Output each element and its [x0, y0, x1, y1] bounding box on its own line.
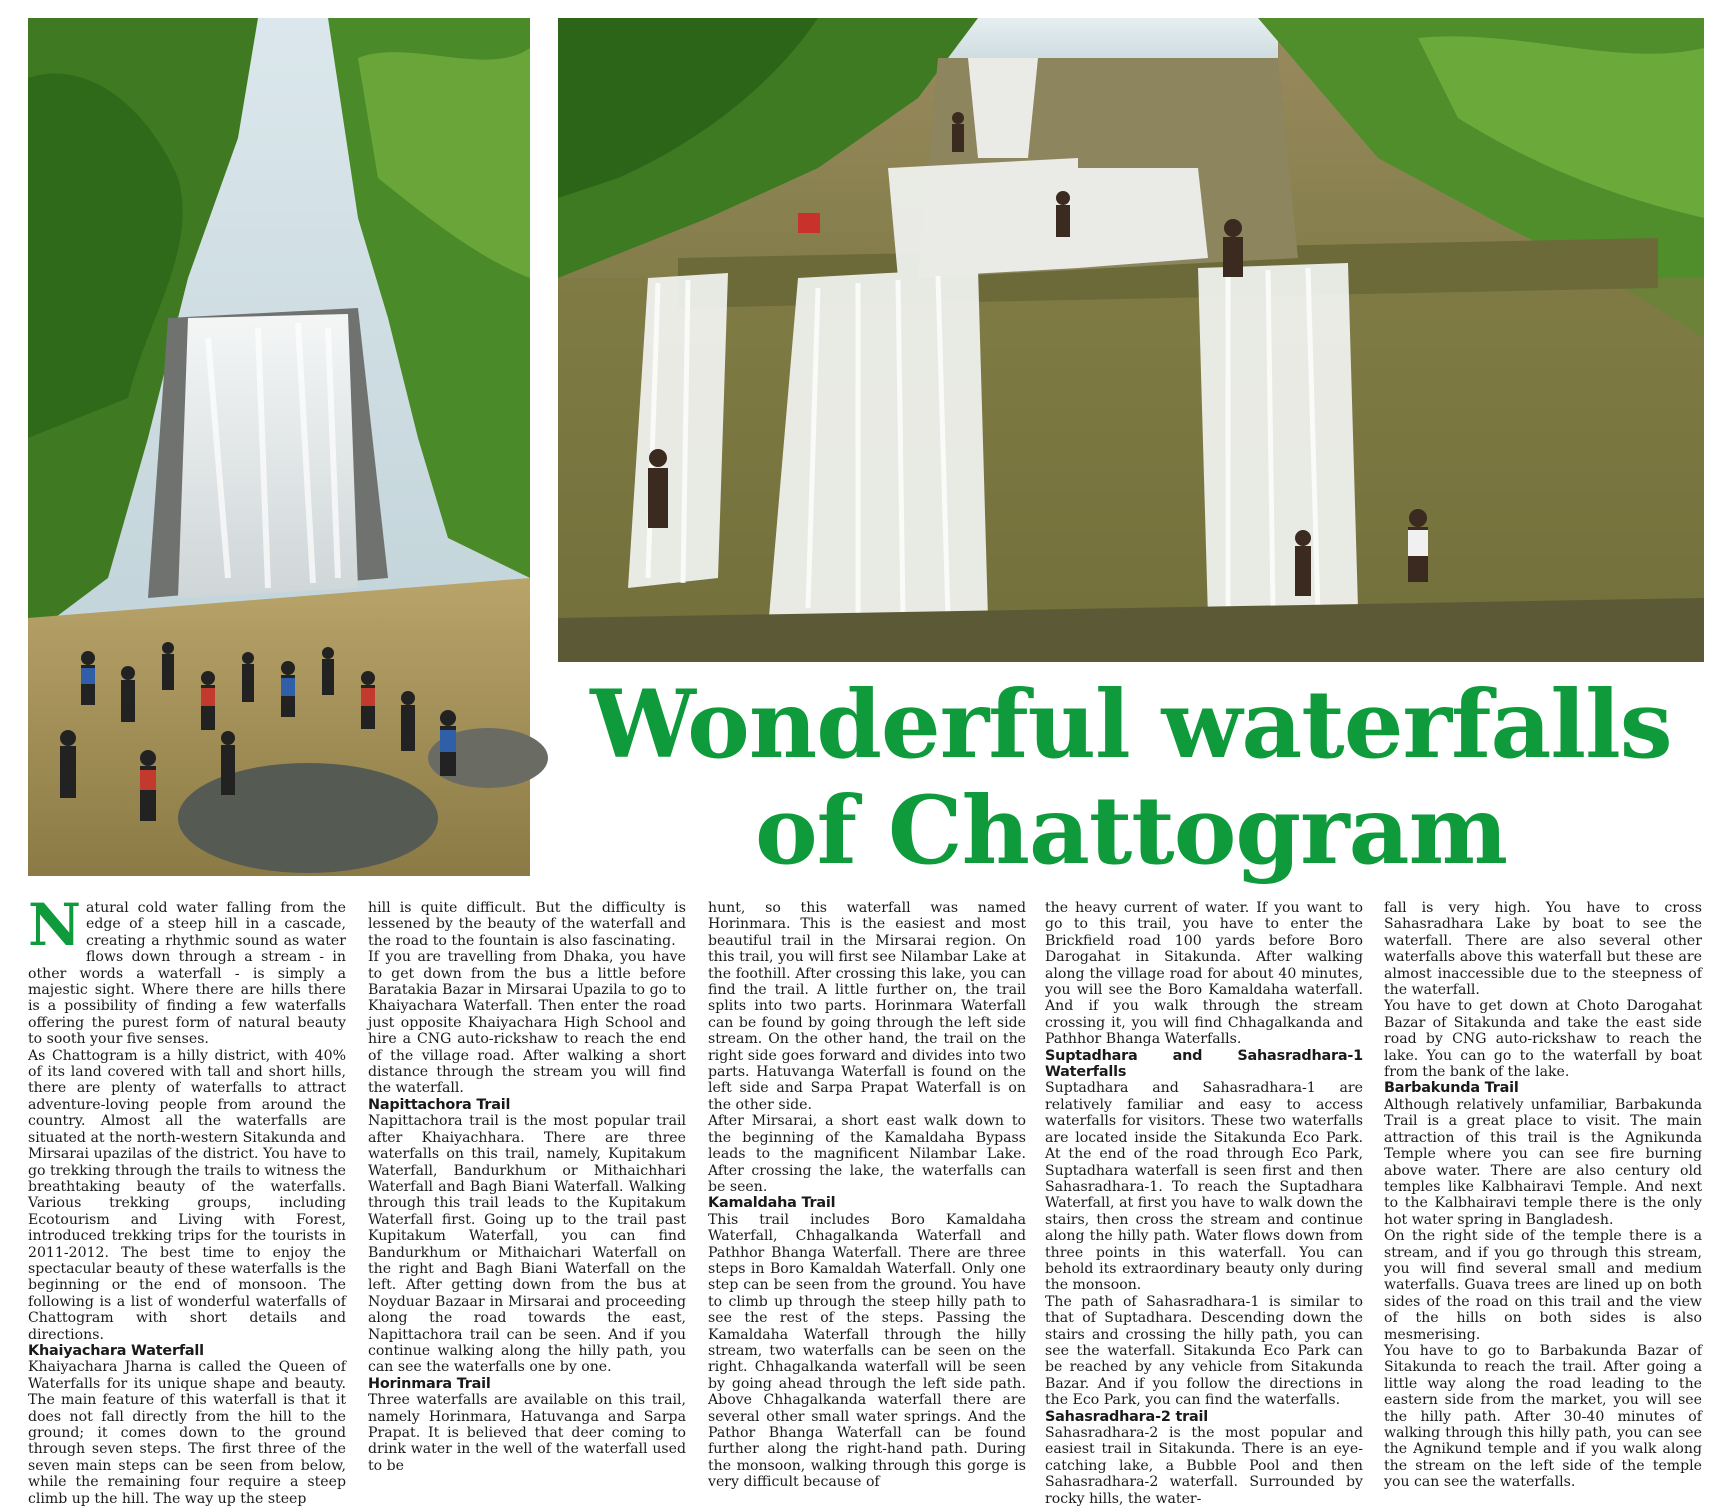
article-column-4 [1045, 900, 1363, 1507]
paragraph: If you are travelling from Dhaka, you have to get down from the bus a little before Baratakia Bazar in Mirsarai Upazila to go to Khaiyachara Waterfall. Then enter the road just opposite Khaiyachara High School and hire a CNG auto-rickshaw to reach the end of the village road. After walking a short distance through the stream you will find the waterfall. [368, 949, 686, 1097]
paragraph: You have to go to Barbakunda Bazar of Sitakunda to reach the trail. After going a little way along the road leading to the eastern side from the market, you will see the hilly path. After 30-40 minutes of walking through this hilly path, you can see the Agnikund temple and if you walk along the stream on the left side of the temple you can see the waterfalls. [1384, 1342, 1702, 1491]
subheading-napittachora: Napittachora Trail [368, 1096, 511, 1113]
headline-line-1: Wonderful waterfalls [590, 670, 1672, 780]
paragraph: fall is very high. You have to cross Sahasradhara Lake by boat to see the waterfall. There are also several other waterfalls above this waterfall but these are almost inaccessible due to the steepness of the waterfall. [1384, 900, 1702, 999]
subheading-kamaldaha: Kamaldaha Trail [708, 1195, 836, 1212]
drop-cap: N [28, 891, 82, 959]
intro-text: atural cold water falling from the edge of a steep hill in a cascade, creating a rhythmic sound as water flows down through a stream - in other words a waterfall - is simply a majestic sight. Where there are hills there is a possibility of finding a few waterfalls offering the purest form of natural beauty to sooth your five senses. [28, 900, 346, 1048]
article-headline [548, 672, 1714, 884]
paragraph: On the right side of the temple there is a stream, and if you go through this stream, you will find several small and medium waterfalls. Guava trees are lined up on both sides of the road on this trail and the view of the hills on both sides is also mesmerising. [1384, 1228, 1702, 1343]
paragraph: This trail includes Boro Kamaldaha Waterfall, Chhagalkanda Waterfall and Pathhor Bhanga Waterfall. There are three steps in Boro Kamaldah Waterfall. Only one step can be seen from the ground. You have to climb up through the steep hilly path to see the rest of the steps. Passing the Kamaldaha Waterfall through the hilly stream, two waterfalls can be seen on the right. Chhagalkanda waterfall will be seen by going ahead through the left side path. Above Chhagalkanda waterfall there are several other small water springs. And the Pathor Bhanga Waterfall can be found further along the right-hand path. During the monsoon, walking through this gorge is very difficult because of [708, 1211, 1026, 1491]
paragraph: the heavy current of water. If you want to go to this trail, you have to enter the Brickfield road 100 yards before Boro Darogahat in Sitakunda. After walking along the village road for about 40 minutes, you will see the Boro Kamaldaha waterfall. And if you walk through the stream crossing it, you will find Chhagalkanda and Pathhor Bhanga Waterfalls. [1045, 900, 1363, 1048]
subheading-horinmara: Horinmara Trail [368, 1375, 491, 1392]
subheading-barbakunda: Barbakunda Trail [1384, 1080, 1519, 1097]
photo-crowd-waterfall-image [28, 18, 530, 876]
paragraph: hunt, so this waterfall was named Horinmara. This is the easiest and most beautiful trail in the Mirsarai region. On this trail, you will first see Nilambar Lake at the foothill. After crossing this lake, you can find the trail. A little further on, the trail splits into two parts. Horinmara Waterfall can be found by going through the left side stream. On the other hand, the trail on the right side goes forward and divides into two parts. Hatuvanga Waterfall is found on the left side and Sarpa Prapat Waterfall is on the other side. [708, 900, 1026, 1113]
paragraph: Sahasradhara-2 is the most popular and easiest trail in Sitakunda. There is an eye-catching lake, a Bubble Pool and then Sahasradhara-2 waterfall. Surrounded by rocky hills, the water- [1045, 1425, 1363, 1507]
photo-tiered-waterfall-image [558, 18, 1704, 662]
paragraph: Khaiyachara Jharna is called the Queen of Waterfalls for its unique shape and beauty. The main feature of this waterfall is that it does not fall directly from the hill to the ground; it comes down to the ground through seven steps. The first three of the seven main steps can be seen from below, while the remaining four require a steep climb up the hill. The way up the steep [28, 1359, 346, 1507]
headline-line-2: of Chattogram [754, 776, 1508, 886]
intro-paragraph [28, 891, 346, 1048]
article-column-1 [28, 891, 346, 1507]
paragraph: Three waterfalls are available on this trail, namely Horinmara, Hatuvanga and Sarpa Prapat. It is believed that deer coming to drink water in the well of the waterfall used to be [368, 1392, 686, 1474]
paragraph: Although relatively unfamiliar, Barbakunda Trail is a great place to visit. The main attraction of this trail is the Agnikunda Temple where you can see fire burning above water. There are also century old temples like Kalbhairavi Temple. And next to the Kalbhairavi temple there is the only hot water spring in Bangladesh. [1384, 1096, 1702, 1228]
paragraph: Suptadhara and Sahasradhara-1 are relatively familiar and easy to access waterfalls for visitors. These two waterfalls are located inside the Sitakunda Eco Park. At the end of the road through Eco Park, Suptadhara waterfall is seen first and then Sahasradhara-1. To reach the Suptadhara Waterfall, at first you have to walk down the stairs, then cross the stream and continue along the hilly path. Water flows down from three points in this waterfall. You can behold its extraordinary beauty only during the monsoon. [1045, 1080, 1363, 1294]
subheading-khaiyachara: Khaiyachara Waterfall [28, 1342, 204, 1359]
paragraph: After Mirsarai, a short east walk down to the beginning of the Kamaldaha Bypass leads to the magnificent Nilambar Lake. After crossing the lake, the waterfalls can be seen. [708, 1113, 1026, 1195]
article-column-3 [708, 900, 1026, 1491]
subheading-suptadhara: Suptadhara and Sahasradhara-1 Waterfalls [1045, 1047, 1363, 1081]
paragraph: You have to get down at Choto Darogahat Bazar of Sitakunda and take the east side road by CNG auto-rickshaw to reach the lake. You can go to the waterfall by boat from the bank of the lake. [1384, 998, 1702, 1081]
subheading-sahasradhara-2: Sahasradhara-2 trail [1045, 1408, 1209, 1425]
paragraph: As Chattogram is a hilly district, with 40% of its land covered with tall and short hills, there are plenty of waterfalls to attract adventure-loving people from around the country. Almost all the waterfalls are situated at the north-western Sitakunda and Mirsarai upazilas of the district. You have to go trekking through the trails to witness the breathtaking beauty of the waterfalls. Various trekking groups, including Ecotourism and Living with Forest, introduced trekking trips for the tourists in 2011-2012. The best time to enjoy the spectacular beauty of these waterfalls is the beginning or the end of monsoon. The following is a list of wonderful waterfalls of Chattogram with short details and directions. [28, 1047, 346, 1343]
article-column-2 [368, 900, 686, 1474]
article-column-5 [1384, 900, 1702, 1491]
paragraph: The path of Sahasradhara-1 is similar to that of Suptadhara. Descending down the stairs and crossing the hilly path, you can see the waterfall. Sitakunda Eco Park can be reached by any vehicle from Sitakunda Bazar. And if you follow the directions in the Eco Park, you can find the waterfalls. [1045, 1293, 1363, 1409]
paragraph: hill is quite difficult. But the difficulty is lessened by the beauty of the waterfall and the road to the fountain is also fascinating. [368, 900, 686, 949]
photo-tiered-waterfall [558, 18, 1704, 662]
photo-crowd-waterfall [28, 18, 530, 876]
paragraph: Napittachora trail is the most popular trail after Khaiyachhara. There are three waterfalls on this trail, namely, Kupitakum Waterfall, Bandurkhum or Mithaichhari Waterfall and Bagh Biani Waterfall. Walking through this trail leads to the Kupitakum Waterfall first. Going up to the trail past Kupitakum Waterfall, you can find Bandurkhum or Mithaichari Waterfall on the right and Bagh Biani Waterfall on the left. After getting down from the bus at Noyduar Bazaar in Mirsarai and proceeding along the road towards the east, Napittachora trail can be seen. And if you continue walking along the hilly path, you can see the waterfalls one by one. [368, 1113, 686, 1376]
